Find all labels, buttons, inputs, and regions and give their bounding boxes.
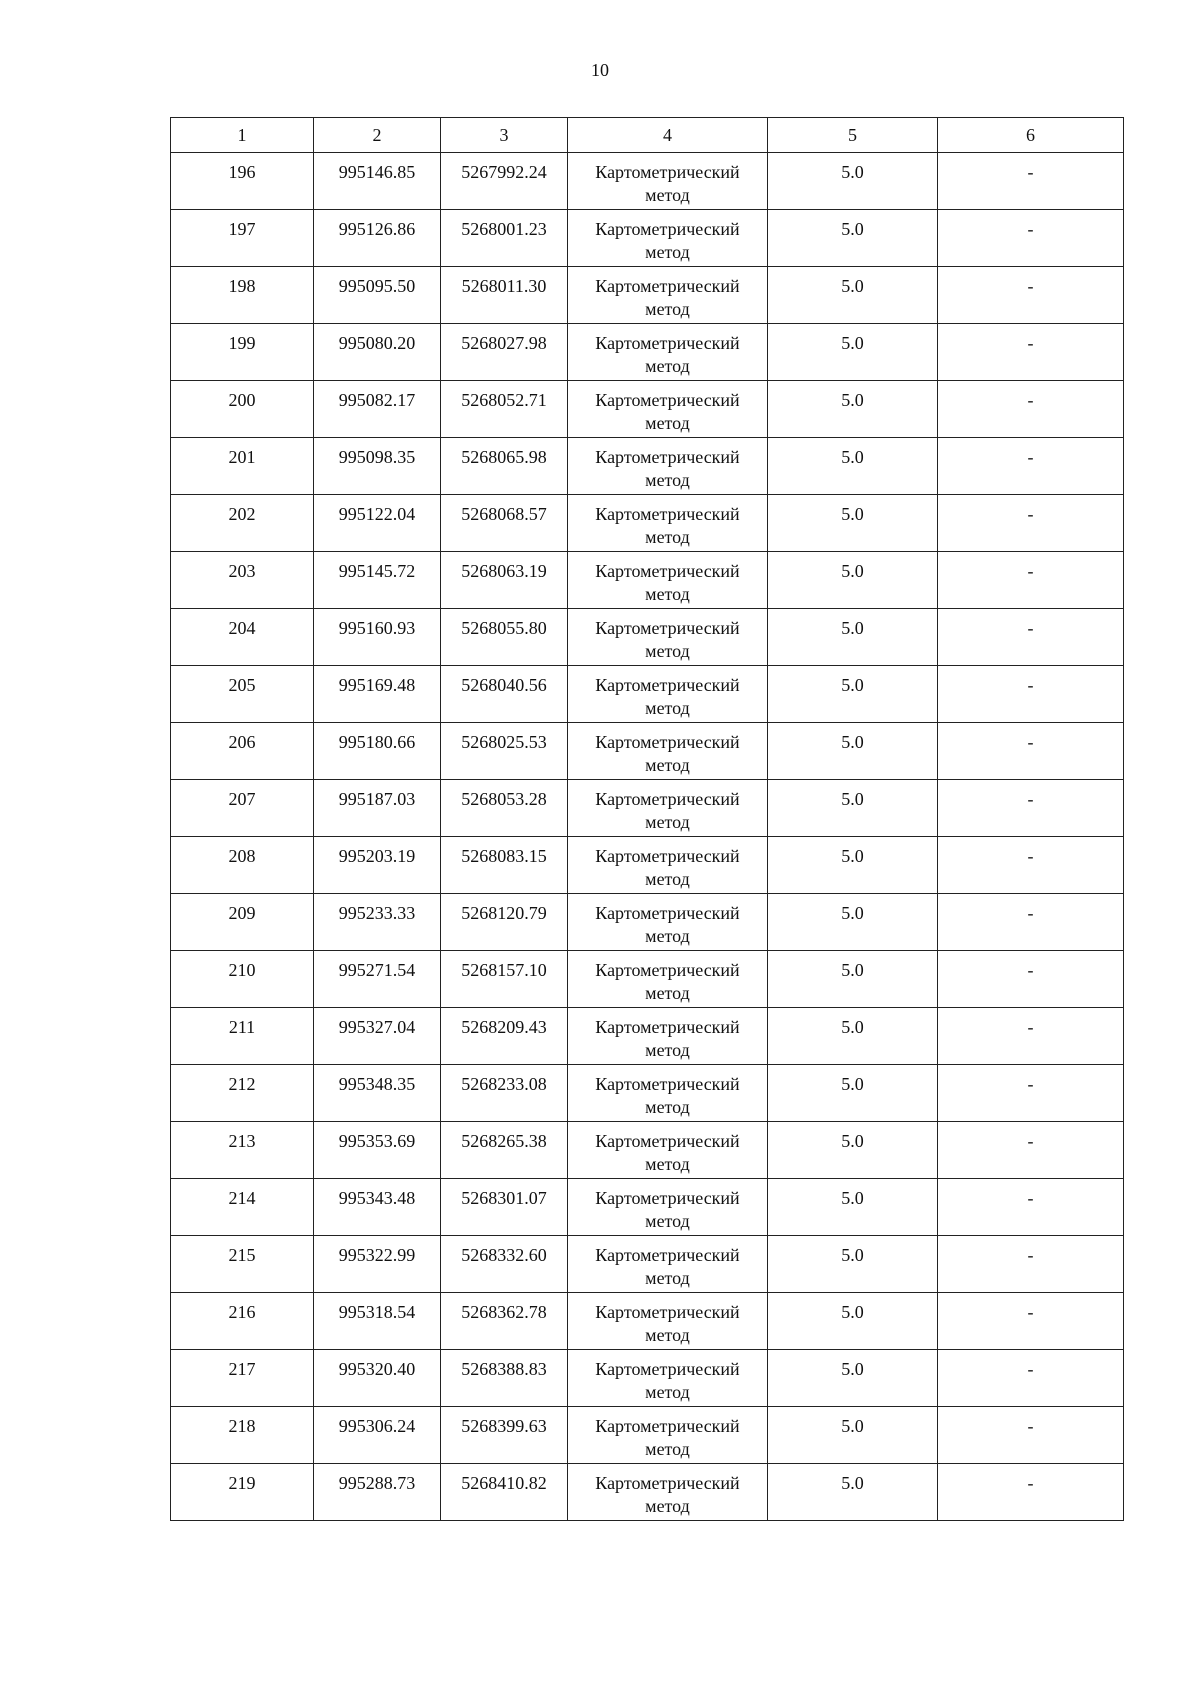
- point-number-cell: 214: [171, 1179, 314, 1236]
- x-coordinate-cell: 995288.73: [314, 1464, 441, 1521]
- table-row: [171, 1464, 1124, 1521]
- note-cell: -: [938, 552, 1124, 609]
- y-coordinate-cell: 5268025.53: [441, 723, 568, 780]
- method-cell: [568, 723, 768, 780]
- table-row: [171, 1293, 1124, 1350]
- note-cell: -: [938, 381, 1124, 438]
- column-header-point-number: 1: [171, 118, 314, 153]
- method-cell: [568, 837, 768, 894]
- column-header-y: 3: [441, 118, 568, 153]
- note-cell: -: [938, 837, 1124, 894]
- method-line-2: метод: [645, 1439, 690, 1459]
- note-cell: -: [938, 1464, 1124, 1521]
- x-coordinate-cell: 995180.66: [314, 723, 441, 780]
- y-coordinate-cell: 5268083.15: [441, 837, 568, 894]
- accuracy-cell: 5.0: [768, 324, 938, 381]
- point-number-cell: 213: [171, 1122, 314, 1179]
- method-line-2: метод: [645, 413, 690, 433]
- method-cell: [568, 495, 768, 552]
- note-cell: -: [938, 324, 1124, 381]
- point-number-cell: 210: [171, 951, 314, 1008]
- method-line-1: Картометрический: [595, 447, 740, 467]
- point-number-cell: 196: [171, 153, 314, 210]
- method-line-1: Картометрический: [595, 960, 740, 980]
- table-row: [171, 951, 1124, 1008]
- point-number-cell: 199: [171, 324, 314, 381]
- method-cell: [568, 666, 768, 723]
- point-number-cell: 201: [171, 438, 314, 495]
- point-number-cell: 215: [171, 1236, 314, 1293]
- y-coordinate-cell: 5268065.98: [441, 438, 568, 495]
- method-line-1: Картометрический: [595, 618, 740, 638]
- x-coordinate-cell: 995169.48: [314, 666, 441, 723]
- x-coordinate-cell: 995322.99: [314, 1236, 441, 1293]
- y-coordinate-cell: 5268233.08: [441, 1065, 568, 1122]
- x-coordinate-cell: 995343.48: [314, 1179, 441, 1236]
- x-coordinate-cell: 995146.85: [314, 153, 441, 210]
- point-number-cell: 198: [171, 267, 314, 324]
- point-number-cell: 217: [171, 1350, 314, 1407]
- method-line-1: Картометрический: [595, 1131, 740, 1151]
- y-coordinate-cell: 5268362.78: [441, 1293, 568, 1350]
- y-coordinate-cell: 5268040.56: [441, 666, 568, 723]
- accuracy-cell: 5.0: [768, 381, 938, 438]
- method-line-1: Картометрический: [595, 390, 740, 410]
- method-line-1: Картометрический: [595, 276, 740, 296]
- method-cell: [568, 894, 768, 951]
- accuracy-cell: 5.0: [768, 1293, 938, 1350]
- accuracy-cell: 5.0: [768, 1464, 938, 1521]
- accuracy-cell: 5.0: [768, 1065, 938, 1122]
- method-line-1: Картометрический: [595, 1017, 740, 1037]
- method-line-2: метод: [645, 185, 690, 205]
- method-line-2: метод: [645, 1154, 690, 1174]
- y-coordinate-cell: 5268332.60: [441, 1236, 568, 1293]
- table-row: [171, 552, 1124, 609]
- point-number-cell: 203: [171, 552, 314, 609]
- x-coordinate-cell: 995348.35: [314, 1065, 441, 1122]
- column-header-note: 6: [938, 118, 1124, 153]
- method-line-2: метод: [645, 641, 690, 661]
- note-cell: -: [938, 894, 1124, 951]
- method-cell: [568, 1350, 768, 1407]
- x-coordinate-cell: 995098.35: [314, 438, 441, 495]
- method-line-1: Картометрический: [595, 1245, 740, 1265]
- note-cell: -: [938, 1407, 1124, 1464]
- table-header: [171, 118, 1124, 153]
- method-line-1: Картометрический: [595, 1473, 740, 1493]
- method-cell: [568, 267, 768, 324]
- table-row: [171, 210, 1124, 267]
- note-cell: -: [938, 1008, 1124, 1065]
- y-coordinate-cell: 5268052.71: [441, 381, 568, 438]
- table-row: [171, 495, 1124, 552]
- x-coordinate-cell: 995080.20: [314, 324, 441, 381]
- point-number-cell: 205: [171, 666, 314, 723]
- method-line-2: метод: [645, 926, 690, 946]
- method-line-2: метод: [645, 869, 690, 889]
- method-line-1: Картометрический: [595, 732, 740, 752]
- method-cell: [568, 210, 768, 267]
- method-cell: [568, 438, 768, 495]
- accuracy-cell: 5.0: [768, 1236, 938, 1293]
- method-line-1: Картометрический: [595, 1074, 740, 1094]
- point-number-cell: 209: [171, 894, 314, 951]
- method-cell: [568, 1065, 768, 1122]
- note-cell: -: [938, 723, 1124, 780]
- method-line-2: метод: [645, 1496, 690, 1516]
- x-coordinate-cell: 995145.72: [314, 552, 441, 609]
- x-coordinate-cell: 995318.54: [314, 1293, 441, 1350]
- method-cell: [568, 1008, 768, 1065]
- table-row: [171, 780, 1124, 837]
- method-line-1: Картометрический: [595, 1416, 740, 1436]
- x-coordinate-cell: 995320.40: [314, 1350, 441, 1407]
- method-line-2: метод: [645, 1097, 690, 1117]
- x-coordinate-cell: 995203.19: [314, 837, 441, 894]
- column-header-method: 4: [568, 118, 768, 153]
- table-row: [171, 381, 1124, 438]
- method-line-1: Картометрический: [595, 1188, 740, 1208]
- method-line-1: Картометрический: [595, 903, 740, 923]
- table-row: [171, 324, 1124, 381]
- method-line-2: метод: [645, 755, 690, 775]
- method-line-2: метод: [645, 470, 690, 490]
- method-cell: [568, 1122, 768, 1179]
- column-header-accuracy: 5: [768, 118, 938, 153]
- point-number-cell: 206: [171, 723, 314, 780]
- x-coordinate-cell: 995122.04: [314, 495, 441, 552]
- note-cell: -: [938, 1350, 1124, 1407]
- note-cell: -: [938, 609, 1124, 666]
- method-line-2: метод: [645, 356, 690, 376]
- y-coordinate-cell: 5268410.82: [441, 1464, 568, 1521]
- table-row: [171, 666, 1124, 723]
- y-coordinate-cell: 5268265.38: [441, 1122, 568, 1179]
- y-coordinate-cell: 5268053.28: [441, 780, 568, 837]
- accuracy-cell: 5.0: [768, 1122, 938, 1179]
- y-coordinate-cell: 5267992.24: [441, 153, 568, 210]
- method-line-2: метод: [645, 1382, 690, 1402]
- table-body: [171, 153, 1124, 1521]
- accuracy-cell: 5.0: [768, 894, 938, 951]
- y-coordinate-cell: 5268027.98: [441, 324, 568, 381]
- table-row: [171, 1236, 1124, 1293]
- table-row: [171, 1179, 1124, 1236]
- method-line-1: Картометрический: [595, 789, 740, 809]
- note-cell: -: [938, 1236, 1124, 1293]
- table-row: [171, 894, 1124, 951]
- point-number-cell: 216: [171, 1293, 314, 1350]
- method-line-1: Картометрический: [595, 1359, 740, 1379]
- note-cell: -: [938, 153, 1124, 210]
- point-number-cell: 212: [171, 1065, 314, 1122]
- accuracy-cell: 5.0: [768, 153, 938, 210]
- x-coordinate-cell: 995233.33: [314, 894, 441, 951]
- method-cell: [568, 951, 768, 1008]
- accuracy-cell: 5.0: [768, 210, 938, 267]
- accuracy-cell: 5.0: [768, 723, 938, 780]
- x-coordinate-cell: 995082.17: [314, 381, 441, 438]
- accuracy-cell: 5.0: [768, 837, 938, 894]
- accuracy-cell: 5.0: [768, 438, 938, 495]
- x-coordinate-cell: 995187.03: [314, 780, 441, 837]
- accuracy-cell: 5.0: [768, 666, 938, 723]
- method-cell: [568, 153, 768, 210]
- y-coordinate-cell: 5268157.10: [441, 951, 568, 1008]
- table-row: [171, 1065, 1124, 1122]
- coordinates-table: [170, 117, 1124, 1521]
- point-number-cell: 218: [171, 1407, 314, 1464]
- point-number-cell: 204: [171, 609, 314, 666]
- header-row: [171, 118, 1124, 153]
- point-number-cell: 211: [171, 1008, 314, 1065]
- note-cell: -: [938, 666, 1124, 723]
- method-cell: [568, 1179, 768, 1236]
- table-row: [171, 609, 1124, 666]
- method-cell: [568, 552, 768, 609]
- page-number: 10: [591, 60, 609, 80]
- note-cell: -: [938, 1293, 1124, 1350]
- method-line-2: метод: [645, 242, 690, 262]
- x-coordinate-cell: 995095.50: [314, 267, 441, 324]
- accuracy-cell: 5.0: [768, 1179, 938, 1236]
- point-number-cell: 208: [171, 837, 314, 894]
- accuracy-cell: 5.0: [768, 552, 938, 609]
- accuracy-cell: 5.0: [768, 267, 938, 324]
- note-cell: -: [938, 1122, 1124, 1179]
- table-row: [171, 723, 1124, 780]
- accuracy-cell: 5.0: [768, 1350, 938, 1407]
- method-line-2: метод: [645, 527, 690, 547]
- y-coordinate-cell: 5268399.63: [441, 1407, 568, 1464]
- x-coordinate-cell: 995353.69: [314, 1122, 441, 1179]
- y-coordinate-cell: 5268301.07: [441, 1179, 568, 1236]
- x-coordinate-cell: 995327.04: [314, 1008, 441, 1065]
- accuracy-cell: 5.0: [768, 780, 938, 837]
- x-coordinate-cell: 995160.93: [314, 609, 441, 666]
- accuracy-cell: 5.0: [768, 495, 938, 552]
- point-number-cell: 200: [171, 381, 314, 438]
- method-line-2: метод: [645, 983, 690, 1003]
- note-cell: -: [938, 1065, 1124, 1122]
- note-cell: -: [938, 495, 1124, 552]
- y-coordinate-cell: 5268120.79: [441, 894, 568, 951]
- y-coordinate-cell: 5268063.19: [441, 552, 568, 609]
- method-cell: [568, 1464, 768, 1521]
- x-coordinate-cell: 995271.54: [314, 951, 441, 1008]
- method-line-2: метод: [645, 1211, 690, 1231]
- table-row: [171, 153, 1124, 210]
- table-row: [171, 267, 1124, 324]
- x-coordinate-cell: 995306.24: [314, 1407, 441, 1464]
- method-line-1: Картометрический: [595, 1302, 740, 1322]
- method-line-2: метод: [645, 812, 690, 832]
- accuracy-cell: 5.0: [768, 1008, 938, 1065]
- note-cell: -: [938, 267, 1124, 324]
- method-cell: [568, 324, 768, 381]
- note-cell: -: [938, 951, 1124, 1008]
- method-line-1: Картометрический: [595, 333, 740, 353]
- point-number-cell: 219: [171, 1464, 314, 1521]
- method-line-2: метод: [645, 584, 690, 604]
- x-coordinate-cell: 995126.86: [314, 210, 441, 267]
- method-line-1: Картометрический: [595, 846, 740, 866]
- y-coordinate-cell: 5268001.23: [441, 210, 568, 267]
- method-line-1: Картометрический: [595, 162, 740, 182]
- note-cell: -: [938, 1179, 1124, 1236]
- method-cell: [568, 1236, 768, 1293]
- accuracy-cell: 5.0: [768, 1407, 938, 1464]
- method-line-2: метод: [645, 698, 690, 718]
- point-number-cell: 202: [171, 495, 314, 552]
- y-coordinate-cell: 5268209.43: [441, 1008, 568, 1065]
- y-coordinate-cell: 5268011.30: [441, 267, 568, 324]
- note-cell: -: [938, 210, 1124, 267]
- y-coordinate-cell: 5268068.57: [441, 495, 568, 552]
- accuracy-cell: 5.0: [768, 951, 938, 1008]
- method-line-1: Картометрический: [595, 504, 740, 524]
- method-line-2: метод: [645, 299, 690, 319]
- method-line-1: Картометрический: [595, 561, 740, 581]
- table-row: [171, 1008, 1124, 1065]
- y-coordinate-cell: 5268388.83: [441, 1350, 568, 1407]
- note-cell: -: [938, 780, 1124, 837]
- method-cell: [568, 1293, 768, 1350]
- table-row: [171, 837, 1124, 894]
- table-row: [171, 1350, 1124, 1407]
- column-header-x: 2: [314, 118, 441, 153]
- table-row: [171, 1407, 1124, 1464]
- method-cell: [568, 381, 768, 438]
- method-line-2: метод: [645, 1325, 690, 1345]
- method-cell: [568, 1407, 768, 1464]
- y-coordinate-cell: 5268055.80: [441, 609, 568, 666]
- note-cell: -: [938, 438, 1124, 495]
- point-number-cell: 197: [171, 210, 314, 267]
- table-row: [171, 1122, 1124, 1179]
- method-cell: [568, 609, 768, 666]
- method-line-1: Картометрический: [595, 219, 740, 239]
- table-row: [171, 438, 1124, 495]
- point-number-cell: 207: [171, 780, 314, 837]
- method-cell: [568, 780, 768, 837]
- method-line-1: Картометрический: [595, 675, 740, 695]
- accuracy-cell: 5.0: [768, 609, 938, 666]
- method-line-2: метод: [645, 1268, 690, 1288]
- method-line-2: метод: [645, 1040, 690, 1060]
